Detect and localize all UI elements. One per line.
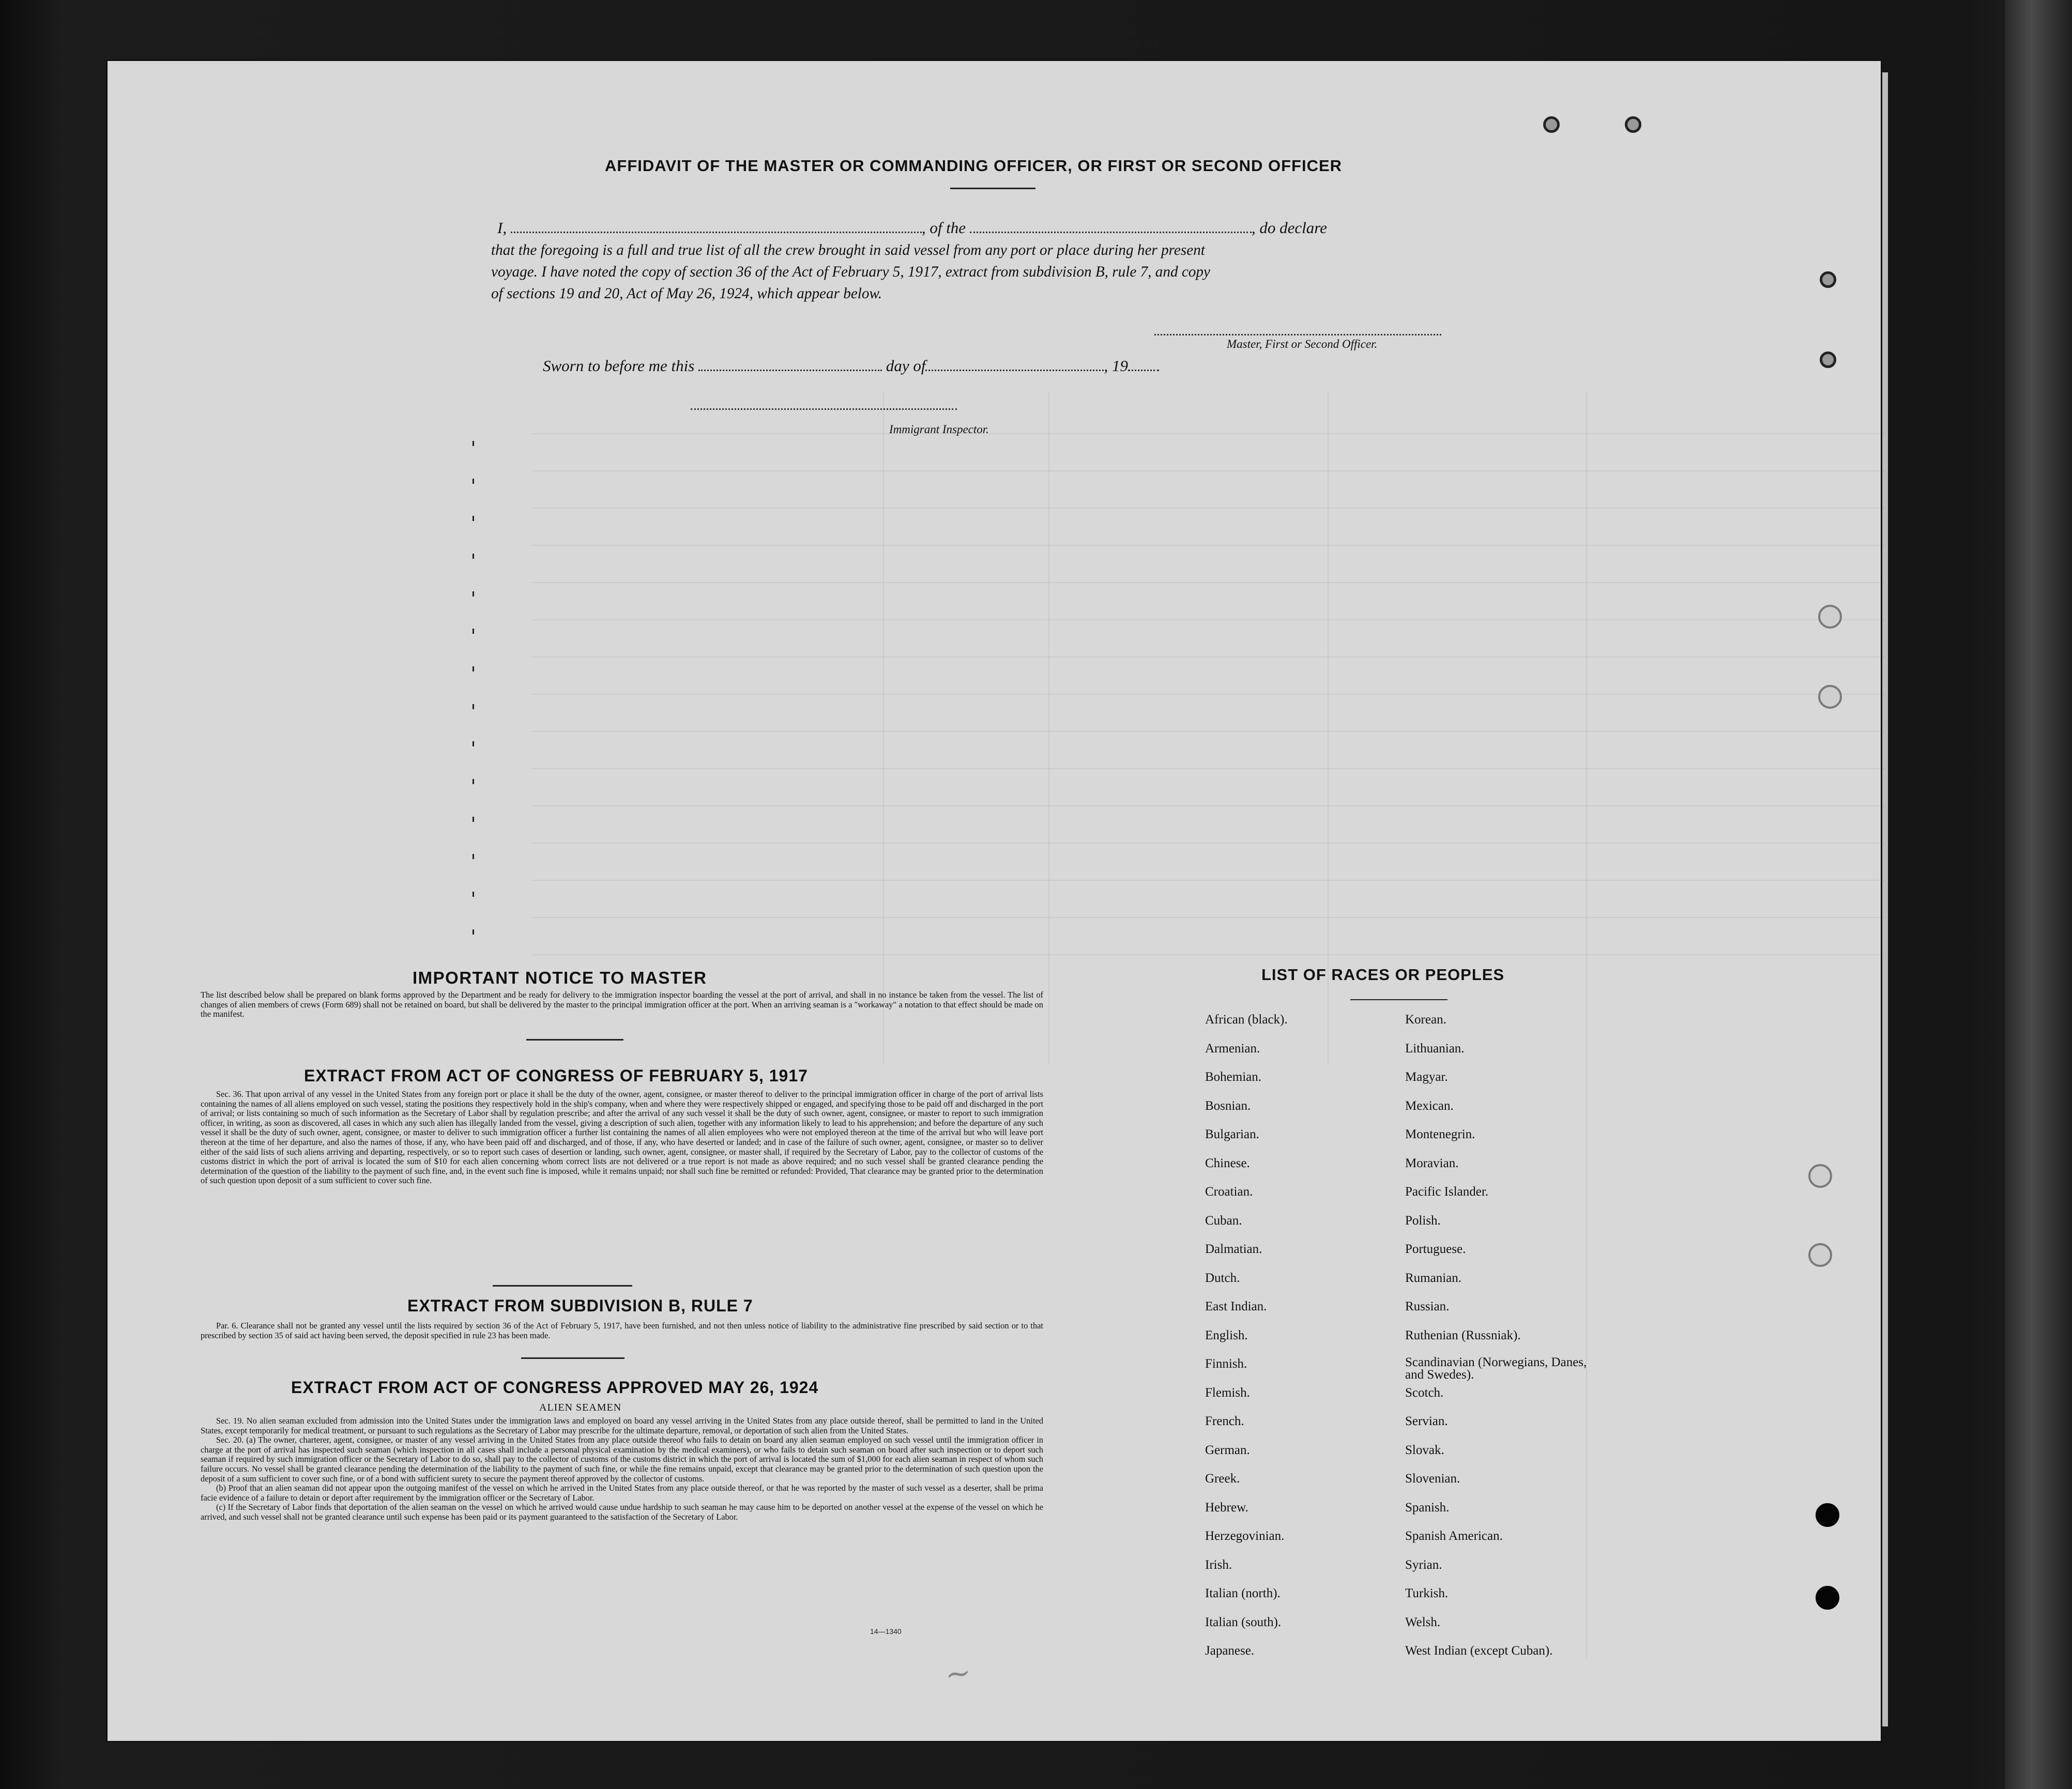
race-item: Slovenian. — [1405, 1472, 1460, 1486]
race-item: Bulgarian. — [1205, 1127, 1259, 1141]
notice-body: The list described below shall be prepared on blank forms approved by the Department and be ready for delivery to the immigration inspector boarding the vessel at the port of arrival, and shall in no instance be taken from the vessel. The list of changes of alien members of crews (Form 689) shall not be retained on board, but shall be delivered by the master to the principal immigration officer at the port. When an arriving seaman is a "workaway" a notation to that effect should be made on the manifest. — [201, 990, 1043, 1019]
race-item: Scotch. — [1405, 1385, 1444, 1400]
pencil-mark: ~ — [942, 1654, 973, 1694]
race-item: Scandinavian (Norwegians, Danes, and Swedes). — [1405, 1355, 1587, 1382]
subdivision-b-rule — [521, 1357, 624, 1359]
punch-hole-icon — [1816, 1503, 1839, 1527]
sworn-line — [543, 357, 1159, 375]
form-number: 14—1340 — [870, 1627, 902, 1635]
position-field[interactable] — [970, 232, 1252, 233]
inspector-signature-line[interactable] — [691, 408, 957, 410]
page-edge — [1882, 72, 1888, 1726]
race-item: Turkish. — [1405, 1586, 1449, 1600]
sworn-day-of: day of — [886, 357, 926, 375]
race-item: Irish. — [1205, 1557, 1232, 1572]
notice-title: IMPORTANT NOTICE TO MASTER — [413, 968, 707, 987]
race-item: Hebrew. — [1205, 1500, 1248, 1515]
sec-20a-text: Sec. 20. (a) The owner, charterer, agent, consignee, or master of any vessel arriving in the United States from any place outside thereof who fails to detain on board any alien seaman employed on such vessel until the immigration officer in charge at the port of arrival has inspected such seaman (which inspection in all cases shall include a personal physical examination by the medical examiners), or who fails to detain such seaman on board after such inspection or to deport such seaman if required by such immigration officer or the Secretary of Labor to do so, shall pay to the collector of customs of the customs district in which the port of arrival is located the sum of $1,000 for each alien seaman in respect of whom such failure occurs. No vessel shall be granted clearance pending the determination of the liability to the payment of such fine, or while the fine remains unpaid, except that clearance may be granted prior to the determination of such question upon the deposit of a sum sufficient to cover such fine, or of a bond with sufficient surety to secure the payment thereof approved by the collector of customs. — [201, 1435, 1043, 1484]
sworn-month-field[interactable] — [925, 370, 1104, 371]
affidavit-title: AFFIDAVIT OF THE MASTER OR COMMANDING OFFICER, OR FIRST OR SECOND OFFICER — [605, 157, 1343, 175]
punch-hole-icon — [1808, 1243, 1832, 1267]
race-item: Japanese. — [1205, 1644, 1255, 1658]
affidavit-line-1 — [497, 219, 1327, 237]
rivet-icon — [1543, 116, 1560, 133]
races-title: LIST OF RACES OR PEOPLES — [1261, 966, 1505, 984]
race-item: Russian. — [1405, 1299, 1450, 1313]
race-item: West Indian (except Cuban). — [1405, 1644, 1553, 1658]
race-item: Italian (south). — [1205, 1615, 1282, 1629]
sworn-year-field[interactable] — [1128, 370, 1159, 371]
race-item: African (black). — [1205, 1013, 1288, 1027]
subdivision-b-title: EXTRACT FROM SUBDIVISION B, RULE 7 — [407, 1296, 753, 1315]
extract-1917-body: Sec. 36. That upon arrival of any vessel in the United States from any foreign port or place it shall be the duty of the owner, agent, consignee, or master thereof to deliver to the principal immigration officer in charge of the port of arrival lists containing the names of all aliens employed on such vessel, stating the positions they respectively hold in the ship's company, when and where they were respectively shipped or engaged, and specifying those to be paid off and discharged in the port of arrival; or lists containing so much of such information as the Secretary of Labor shall by regulation prescribe; and after the arrival of any such vessel it shall be the duty of such owner, agent, consignee, or master to report to such immigration officer, in writing, as soon as discovered, all cases in which any such alien has illegally landed from the vessel, giving a description of such alien, together with any information likely to lead to his apprehension; and before the departure of any such vessel it shall be the duty of such owner, agent, consignee, or master to deliver to such immigration officer a further list containing the names of all alien employees who were not employed thereon at the time of the arrival but who will leave port thereon at the time of her departure, and also the names of those, if any, who have been paid off and discharged, and of those, if any, who have deserted or landed; and in case of the failure of such owner, agent, consignee, or master so to deliver either of the said lists of such aliens arriving and departing, respectively, or so to report such cases of desertion or landing, such owner, agent, consignee, or master shall, if required by the Secretary of Labor, pay to the collector of customs of the customs district in which the port of arrival is located the sum of $10 for each alien concerning whom correct lists are not delivered or a true report is not made as above required; and no such vessel shall be granted clearance pending the determination of the question of the liability to the payment of such fine, and, in the event such fine is imposed, while it remains unpaid; nor shall such fine be remitted or refunded: Provided, That clearance may be granted prior to the determination of such question upon deposit of a sum sufficient to cover such fine. — [201, 1089, 1043, 1186]
races-right-column — [1405, 1012, 1612, 1672]
alien-seamen-subtitle: ALIEN SEAMEN — [539, 1402, 622, 1413]
master-name-field[interactable] — [511, 232, 922, 233]
rivet-icon — [1625, 116, 1641, 133]
sworn-year-prefix: , 19 — [1104, 357, 1128, 375]
master-signature-line[interactable] — [1154, 332, 1441, 335]
race-item: Lithuanian. — [1405, 1041, 1465, 1056]
race-item: Greek. — [1205, 1472, 1240, 1486]
race-item: Welsh. — [1405, 1615, 1441, 1629]
sec-20c-text: (c) If the Secretary of Labor finds that deportation of the alien seaman on the vessel on which he arrived would cause undue hardship to such seaman he may cause him to be deported on another vessel at the expense of the vessel on which he arrived, and such vessel shall not be granted clearance until such expense has been paid or its payment guaranteed to the satisfaction of the Secretary of Labor. — [201, 1502, 1043, 1522]
race-item: Magyar. — [1405, 1070, 1448, 1084]
race-item: Italian (north). — [1205, 1586, 1281, 1600]
race-item: Finnish. — [1205, 1357, 1247, 1371]
master-signature-caption: Master, First or Second Officer. — [1227, 338, 1378, 350]
affidavit-line-4: of sections 19 and 20, Act of May 26, 1924, which appear below. — [491, 285, 882, 302]
race-item: French. — [1205, 1414, 1244, 1428]
rivet-icon — [1820, 351, 1836, 368]
race-item: Pacific Islander. — [1405, 1185, 1489, 1199]
race-item: Portuguese. — [1405, 1242, 1466, 1256]
affidavit-i: I, — [497, 219, 507, 237]
film-edge-strip — [2005, 0, 2072, 1789]
race-item: Syrian. — [1405, 1557, 1442, 1572]
notice-rule — [526, 1039, 623, 1041]
race-item: Cuban. — [1205, 1213, 1242, 1228]
affidavit-do-declare: , do declare — [1251, 219, 1327, 237]
inspector-caption: Immigrant Inspector. — [889, 423, 989, 436]
affidavit-line-3: voyage. I have noted the copy of section 36 of the Act of February 5, 1917, extract from subdivision B, rule 7, and copy — [491, 264, 1210, 280]
race-item: Croatian. — [1205, 1185, 1253, 1199]
race-item: Dalmatian. — [1205, 1242, 1262, 1256]
race-item: Rumanian. — [1405, 1271, 1462, 1285]
race-item: Servian. — [1405, 1414, 1448, 1428]
sec-19-text: Sec. 19. No alien seaman excluded from admission into the United States under the immigration laws and employed on board any vessel arriving in the United States from any place outside thereof, shall be permitted to land in the United States, except temporarily for medical treatment, or pursuant to such regulations as the Secretary of Labor may prescribe for the ultimate departure, removal, or deportation of such alien from the United States. — [201, 1416, 1043, 1435]
affidavit-title-rule — [950, 188, 1035, 189]
punch-hole-icon — [1816, 1586, 1839, 1610]
document-page — [108, 61, 1881, 1741]
sworn-text: Sworn to before me this — [543, 357, 695, 375]
punch-hole-icon — [1818, 685, 1842, 709]
race-item: East Indian. — [1205, 1299, 1267, 1313]
extract-1917-title: EXTRACT FROM ACT OF CONGRESS OF FEBRUARY 5, 1917 — [304, 1066, 808, 1085]
race-item: Korean. — [1405, 1013, 1446, 1027]
affidavit-line-2: that the foregoing is a full and true list of all the crew brought in said vessel from any port or place during her present — [491, 242, 1205, 258]
races-title-rule — [1350, 999, 1448, 1000]
punch-hole-icon — [1818, 605, 1842, 629]
race-item: Mexican. — [1405, 1098, 1454, 1113]
race-item: Flemish. — [1205, 1385, 1250, 1400]
race-item: Bosnian. — [1205, 1098, 1251, 1113]
race-item: Moravian. — [1405, 1156, 1459, 1170]
race-item: Polish. — [1405, 1213, 1441, 1228]
extract-1924-sec19 — [201, 1416, 1043, 1522]
race-item: Bohemian. — [1205, 1070, 1262, 1084]
race-item: Slovak. — [1405, 1443, 1444, 1457]
race-item: Montenegrin. — [1405, 1127, 1475, 1141]
extract-1917-rule — [493, 1285, 632, 1287]
race-item: Spanish American. — [1405, 1529, 1503, 1543]
race-item: Dutch. — [1205, 1271, 1240, 1285]
subdivision-b-body: Par. 6. Clearance shall not be granted any vessel until the lists required by section 36 of the Act of February 5, 1917, have been furnished, and not then unless notice of liability to the administrative fine prescribed by said section or to that prescribed by section 35 of said act having been served, the deposit specified in rule 23 has been made. — [201, 1321, 1043, 1340]
extract-1924-title: EXTRACT FROM ACT OF CONGRESS APPROVED MAY 26, 1924 — [291, 1378, 819, 1397]
race-item: Herzegovinian. — [1205, 1529, 1285, 1543]
race-item: German. — [1205, 1443, 1250, 1457]
rivet-icon — [1820, 271, 1836, 288]
race-item: Armenian. — [1205, 1041, 1260, 1056]
race-item: Spanish. — [1405, 1500, 1450, 1515]
race-item: Ruthenian (Russniak). — [1405, 1328, 1521, 1342]
affidavit-of-the: , of the — [921, 219, 966, 237]
sec-20b-text: (b) Proof that an alien seaman did not appear upon the outgoing manifest of the vessel on which he arrived in the United States from any place outside thereof, or that he was reported by the master of such vessel as a deserter, shall be prima facie evidence of a failure to detain or deport after requirement by the immigration officer or the Secretary of Labor. — [201, 1483, 1043, 1503]
punch-hole-icon — [1808, 1164, 1832, 1188]
races-left-column — [1205, 1012, 1391, 1672]
race-item: English. — [1205, 1328, 1248, 1342]
race-item: Chinese. — [1205, 1156, 1250, 1170]
sworn-day-field[interactable] — [698, 370, 882, 371]
